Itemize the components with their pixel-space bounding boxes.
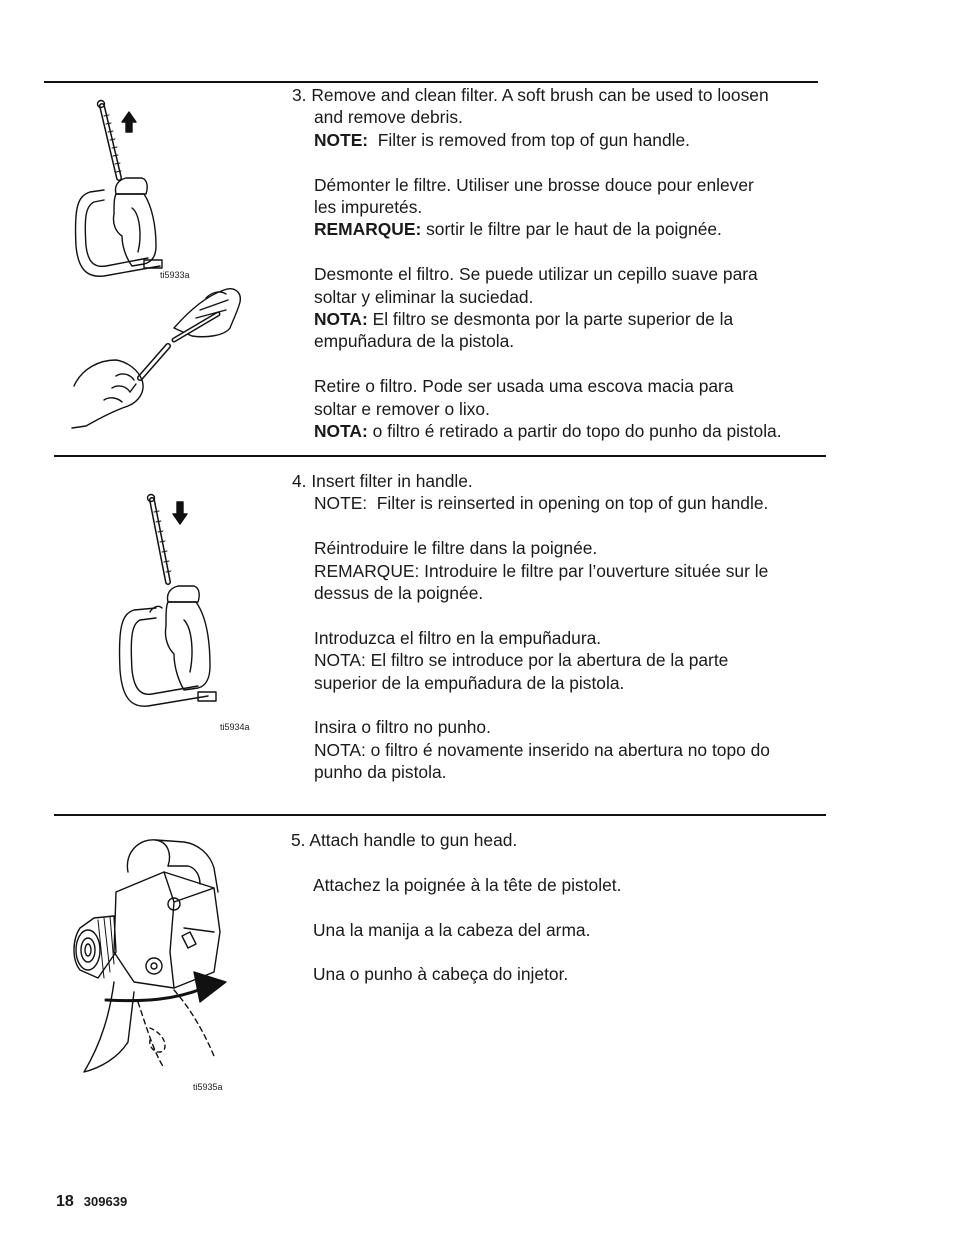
step-5-es: Una la manija a la cabeza del arma. [313, 919, 591, 940]
page-number: 18 [56, 1193, 74, 1210]
step-4-fr-line-1: Réintroduire le filtre dans la poignée. [314, 538, 598, 559]
step-5-pt: Una o punho à cabeça do injetor. [313, 964, 569, 985]
step-4-fr-line-2: REMARQUE: Introduire le filtre par l’ouverture située sur le [314, 560, 769, 581]
step-5-heading: 5. Attach handle to gun head. [291, 830, 518, 850]
step-4-es-line-3: superior de la empuñadura de la pistola. [314, 672, 625, 693]
step-4-en-note: NOTE: Filter is reinserted in opening on top of gun handle. [314, 493, 769, 514]
note-text: sortir le filtre par le haut de la poignée. [421, 219, 722, 240]
note-label: NOTA: [314, 421, 368, 442]
figure-id-label: ti5934a [220, 722, 250, 732]
step-5-fr: Attachez la poignée à la tête de pistolet. [313, 874, 622, 895]
step-4-es-line-1: Introduzca el filtro en la empuñadura. [314, 627, 602, 648]
filter-insert-illustration [112, 490, 222, 730]
note-text: o filtro é retirado a partir do topo do punho da pistola. [367, 421, 782, 442]
document-number: 309639 [83, 1194, 128, 1209]
step-4-pt-line-1: Insira o filtro no punho. [314, 717, 491, 738]
step-3-es-line-2: soltar y eliminar la suciedad. [314, 286, 534, 307]
step-3-fr-line-1: Démonter le filtre. Utiliser une brosse douce pour enlever [314, 174, 754, 195]
note-label: REMARQUE: [314, 219, 422, 240]
step-3-en-note [292, 129, 832, 151]
page-footer [56, 1193, 127, 1211]
filter-removal-illustration [56, 96, 266, 436]
step-3-pt-line-2: soltar e remover o lixo. [314, 398, 490, 419]
step-3-fr-line-2: les impuretés. [314, 197, 423, 218]
figure-id-label: ti5935a [193, 1082, 223, 1092]
step-3-heading-cont: and remove debris. [314, 107, 463, 128]
note-label: NOTE: [314, 129, 369, 150]
step-3-pt-note [292, 420, 832, 442]
step-4-es-line-2: NOTA: El filtro se introduce por la abertura de la parte [314, 650, 729, 671]
step-4-fr-line-3: dessus de la poignée. [314, 583, 484, 604]
note-text: Filter is removed from top of gun handle. [368, 129, 690, 150]
section-divider-bottom [54, 814, 826, 816]
step-4-pt-line-2: NOTA: o filtro é novamente inserido na abertura no topo do [314, 739, 770, 760]
step-4-instructions [292, 470, 832, 784]
note-text: El filtro se desmonta por la parte superior de la [367, 309, 734, 330]
step-5-instructions [291, 829, 831, 986]
note-label: NOTA: [314, 309, 368, 330]
section-divider-top [44, 81, 818, 83]
step-3-fr-note [292, 218, 832, 240]
step-3-es-note [292, 308, 832, 330]
step-3-heading: 3. Remove and clean filter. A soft brush can be used to loosen [292, 85, 769, 105]
gun-head-attach-illustration [64, 832, 244, 1082]
step-3-es-note-cont: empuñadura de la pistola. [314, 331, 515, 352]
figure-id-label: ti5933a [160, 270, 190, 280]
section-divider-middle [54, 455, 826, 457]
step-4-pt-line-3: punho da pistola. [314, 762, 447, 783]
step-3-es-line-1: Desmonte el filtro. Se puede utilizar un cepillo suave para [314, 264, 758, 285]
step-3-instructions [292, 84, 832, 442]
step-3-pt-line-1: Retire o filtro. Pode ser usada uma escova macia para [314, 376, 734, 397]
step-4-heading: 4. Insert filter in handle. [292, 471, 473, 491]
